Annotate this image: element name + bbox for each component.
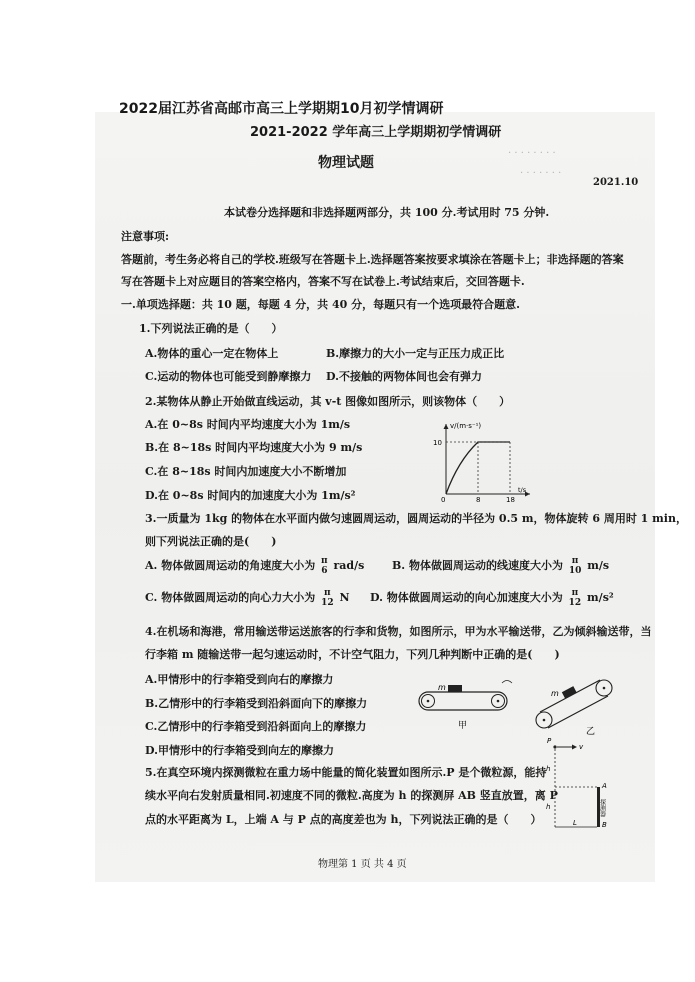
velocity-arrowhead — [572, 745, 577, 750]
notice-line: 写在答题卡上对应题目的答案空格内，答案不写在试卷上.考试结束后，交回答题卡. — [121, 275, 525, 288]
question-stem: 3.一质量为 1kg 的物体在水平面内做匀速圆周运动，圆周运动的半径为 0.5 m，物体旋转 6 周用时 1 min， — [145, 512, 687, 525]
option-b: B.在 8~18s 时间内平均速度大小为 9 m/s — [145, 441, 363, 454]
inclined-belt — [536, 680, 612, 737]
numerator: π — [324, 588, 331, 598]
conveyor-belt-figure — [418, 668, 614, 740]
fraction — [569, 588, 582, 608]
unit: N — [339, 591, 350, 604]
origin-label: 0 — [441, 496, 446, 502]
question-stem: 5.在真空环境内探测微粒在重力场中能量的简化装置如图所示.P 是个微粒源，能持 — [145, 766, 547, 779]
horizontal-belt — [419, 681, 512, 732]
option-d: D.甲情形中的行李箱受到向左的摩擦力 — [145, 744, 334, 757]
denominator: 12 — [321, 598, 334, 608]
denominator: 6 — [321, 566, 328, 576]
option-c: C.乙情形中的行李箱受到沿斜面向上的摩擦力 — [145, 720, 367, 733]
x-tick-label: 8 — [476, 496, 481, 502]
option-b: B.摩擦力的大小一定与正压力成正比 — [326, 347, 505, 360]
bleed-through-text: · · · · · · · · — [508, 148, 556, 159]
mass-label: m — [551, 689, 559, 698]
option-b: B.乙情形中的行李箱受到沿斜面向下的摩擦力 — [145, 697, 368, 710]
question-stem: 4.在机场和海港，常用输送带运送旅客的行李和货物，如图所示，甲为水平输送带，乙为倾斜输送带，当 — [145, 625, 652, 638]
option-c: C.在 8~18s 时间内加速度大小不断增加 — [145, 465, 347, 478]
particle-detector-figure — [543, 733, 613, 835]
mass-label: m — [438, 683, 446, 692]
option-c: C.运动的物体也可能受到静摩擦力 — [145, 370, 312, 383]
question-stem: 则下列说法正确的是( ) — [145, 535, 277, 548]
x-axis-label: t/s — [518, 486, 527, 494]
particle-source — [553, 745, 556, 748]
x-tick-label: 18 — [506, 496, 515, 502]
point-b-label: B — [602, 821, 607, 829]
exam-intro: 本试卷分选择题和非选择题两部分，共 100 分.考试用时 75 分钟. — [224, 206, 550, 219]
subject-title: 物理试题 — [318, 155, 374, 171]
figure-label-jia: 甲 — [458, 721, 468, 731]
exam-date: 2021.10 — [593, 177, 639, 188]
luggage-box — [448, 685, 462, 692]
fraction — [321, 556, 328, 576]
option-a — [145, 556, 364, 576]
option-text: D. 物体做圆周运动的向心加速度大小为 — [370, 591, 563, 604]
option-text: B. 物体做圆周运动的线速度大小为 — [392, 559, 563, 572]
distance-label: L — [573, 819, 577, 827]
fraction — [569, 556, 582, 576]
point-a-label: A — [602, 782, 607, 790]
y-tick-label: 10 — [433, 439, 442, 447]
question-stem: 1.下列说法正确的是（ ） — [139, 322, 283, 335]
option-d: D.不接触的两物体间也会有弹力 — [326, 370, 482, 383]
unit: m/s — [587, 559, 610, 572]
figure-label-yi: 乙 — [586, 727, 596, 737]
y-axis-label: v/(m·s⁻¹) — [450, 422, 482, 430]
question-stem: 点的水平距离为 L，上端 A 与 P 点的高度差也为 h，下列说法正确的是（ ） — [145, 813, 542, 826]
option-c — [145, 588, 350, 608]
velocity-label: v — [579, 743, 584, 751]
option-b — [392, 556, 609, 576]
option-a: A.在 0~8s 时间内平均速度大小为 1m/s — [145, 418, 351, 431]
option-a: A.物体的重心一定在物体上 — [145, 347, 279, 360]
notice-title: 注意事项: — [121, 230, 170, 243]
numerator: π — [571, 556, 579, 566]
question-stem: 行李箱 m 随输送带一起匀速运动时，不计空气阻力，下列几种判断中正确的是( ) — [145, 648, 560, 661]
detector-label: 探测器 — [598, 799, 606, 817]
fraction — [321, 588, 334, 608]
numerator: π — [571, 588, 579, 598]
y-axis-arrow — [444, 424, 449, 429]
option-d — [370, 588, 614, 608]
denominator: 12 — [568, 598, 582, 608]
unit: rad/s — [333, 559, 365, 572]
option-d: D.在 0~8s 时间内的加速度大小为 1m/s² — [145, 489, 356, 502]
section-heading: 一.单项选择题：共 10 题，每题 4 分，共 40 分，每题只有一个选项最符合题意. — [121, 298, 520, 311]
unit: m/s² — [587, 591, 614, 604]
option-text: A. 物体做圆周运动的角速度大小为 — [145, 559, 316, 572]
option-a: A.甲情形中的行李箱受到向右的摩擦力 — [145, 673, 334, 686]
height-label: h — [546, 765, 551, 773]
bleed-through-text: · · · · · · · — [520, 168, 562, 179]
notice-line: 答题前，考生务必将自己的学校.班级写在答题卡上.选择题答案按要求填涂在答题卡上；非选择题的答案 — [121, 253, 624, 266]
question-stem: 续水平向右发射质量相同.初速度不同的微粒.高度为 h 的探测屏 AB 竖直放置，离 P — [145, 789, 558, 802]
page-footer: 物理第 1 页 共 4 页 — [318, 859, 407, 870]
document-header: 2022届江苏省高邮市高三上学期期10月初学情调研 — [119, 101, 444, 117]
option-text: C. 物体做圆周运动的向心力大小为 — [145, 591, 316, 604]
vt-graph-figure — [428, 416, 538, 502]
numerator: π — [321, 556, 328, 566]
source-label: P — [547, 737, 552, 745]
question-stem: 2.某物体从静止开始做直线运动，其 v-t 图像如图所示，则该物体（ ） — [145, 395, 511, 408]
height-label: h — [546, 803, 551, 811]
denominator: 10 — [568, 566, 582, 576]
exam-title: 2021-2022 学年高三上学期期初学情调研 — [250, 125, 502, 140]
